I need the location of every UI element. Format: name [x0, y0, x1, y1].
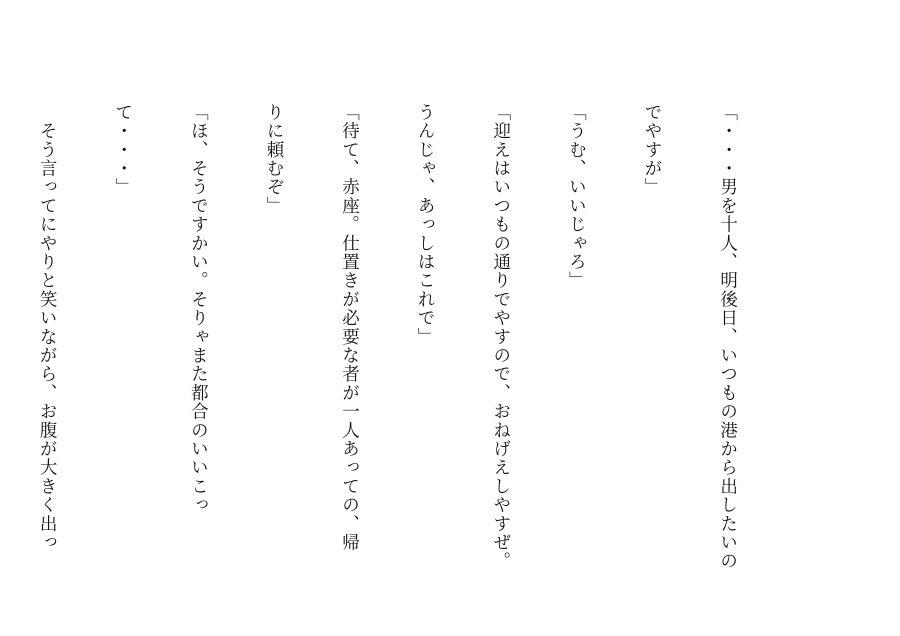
text-line: うんじゃ、あっしはこれで」 — [415, 103, 436, 347]
text-line: 「・・・男を十人、明後日、いつもの港から出したいの — [717, 103, 738, 571]
text-line: 「ほ、そうですかい。そりゃまた都合のいいこっ — [188, 103, 209, 515]
text-line: そう言ってにやりと笑いながら、お腹が大きく出っ — [37, 103, 58, 552]
text-line: でやすが」 — [641, 103, 662, 197]
text-line: て・・・」 — [112, 103, 133, 197]
text-line: 「迎えはいつもの通りでやすので、おねげえしやすぜ。 — [490, 103, 511, 571]
text-line: りに頼むぞ」 — [263, 103, 284, 216]
vertical-text-body — [0, 103, 790, 571]
text-line: 「待て、赤座。仕置きが必要な者が一人あっての、帰 — [339, 103, 360, 552]
text-line: 「うむ、いいじゃろ」 — [566, 103, 587, 290]
